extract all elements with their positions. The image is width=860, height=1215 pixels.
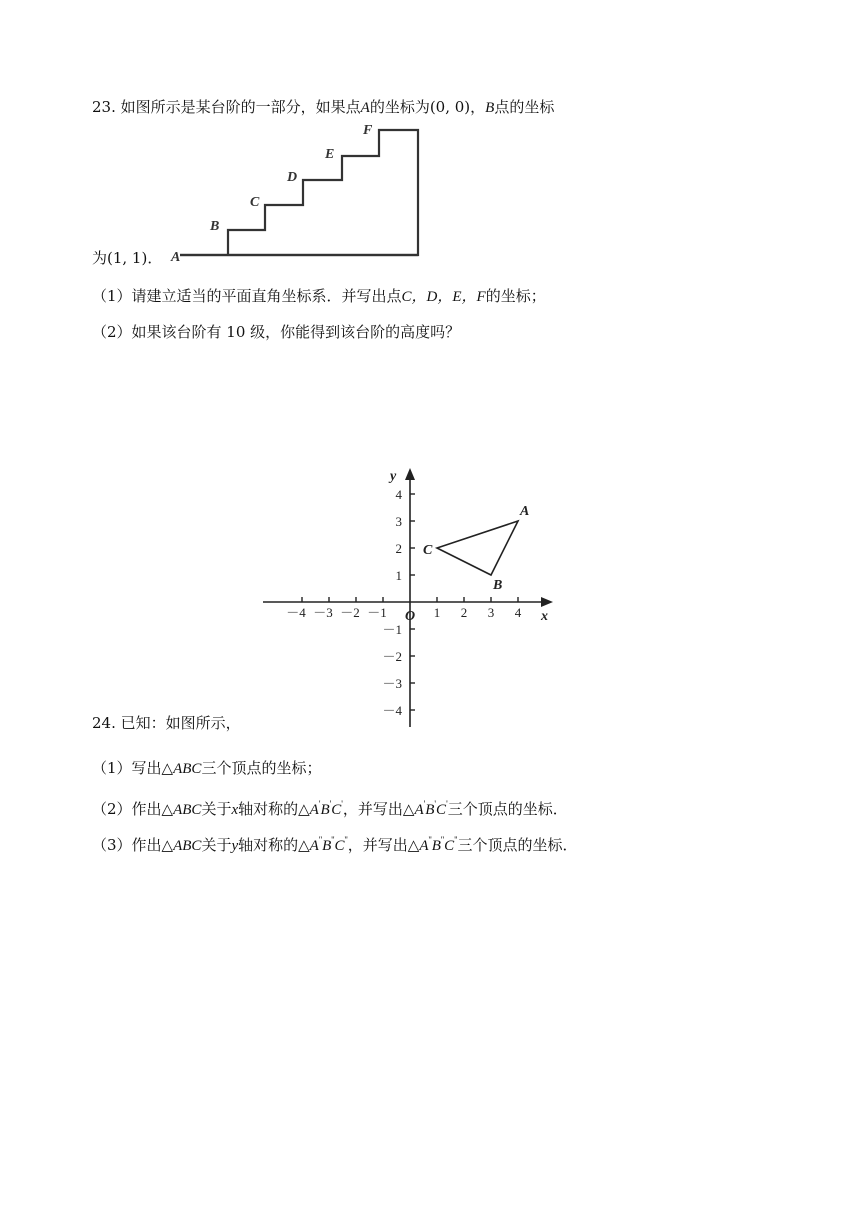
y-tick-label: －3 [382, 676, 402, 691]
y-tick-label: 2 [395, 541, 402, 556]
q24-p2-prime-tri: A'B'C' [309, 799, 343, 818]
stairs-outline [180, 130, 418, 255]
q24-p3-b: 关于 [201, 836, 232, 854]
q24-p2-a: （2）作出△ [92, 800, 174, 818]
q24-p2-e: 三个顶点的坐标． [447, 800, 568, 818]
q23-part2-text: （2）如果该台阶有 10 级，你能得到该台阶的高度吗？ [92, 323, 461, 341]
triangle-abc [437, 521, 518, 575]
q23-var-cdef: C，D，E，F [401, 289, 486, 305]
x-tick-label: 3 [487, 605, 495, 620]
x-tick-label: 4 [514, 605, 522, 620]
origin-label: O [405, 609, 416, 624]
q24-part3 [92, 830, 577, 856]
y-tick-label: －1 [382, 622, 402, 637]
x-axis-label: x [541, 609, 548, 624]
q24-p2-prime-tri2: A'B'C' [414, 799, 448, 818]
q23-text-d: 为(1, 1)． [92, 249, 163, 267]
x-tick-label: －2 [340, 605, 360, 620]
q23-text-a: 如图所示是某台阶的一部分，如果点 [120, 98, 361, 116]
q23-var-b: B [485, 100, 495, 116]
q24-p2-b: 关于 [201, 800, 232, 818]
coordinate-graph [255, 462, 565, 732]
q24-line1 [92, 713, 241, 733]
q23-number: 23. [92, 98, 116, 116]
x-tick-label: －3 [313, 605, 333, 620]
y-axis-arrow [405, 468, 415, 480]
y-tick-label: 3 [395, 514, 402, 529]
q24-p3-d: ，并写出△ [347, 836, 420, 854]
stairs-figure [165, 118, 435, 268]
q24-p1-a: （1）写出△ [92, 759, 174, 777]
stairs-label-e: E [325, 147, 335, 162]
y-axis-label: y [390, 469, 397, 484]
stairs-label-a: A [171, 250, 181, 265]
stairs-label-b: B [210, 219, 220, 234]
point-label-a: A [520, 504, 530, 519]
q24-p1-b: 三个顶点的坐标； [201, 759, 322, 777]
point-label-c: C [423, 543, 433, 558]
q24-p1-abc: ABC [173, 761, 202, 777]
x-tick-label: －4 [286, 605, 306, 620]
q23-part1 [92, 286, 546, 307]
x-axis-arrow [541, 597, 553, 607]
q23-part1-prefix: （1）请建立适当的平面直角坐标系．并写出点 [92, 287, 402, 305]
y-tick-label: －4 [382, 703, 402, 718]
x-tick-label: －1 [367, 605, 387, 620]
stairs-label-c: C [250, 195, 260, 210]
y-tick-label: 4 [395, 487, 402, 502]
q23-text-c: 点的坐标 [494, 98, 555, 116]
x-tick-label: 1 [433, 605, 441, 620]
q23-line1 [92, 97, 554, 118]
q24-part1 [92, 758, 321, 779]
q24-number: 24. [92, 714, 116, 732]
q24-p2-c: 轴对称的△ [238, 800, 310, 818]
q24-intro: 已知：如图所示， [120, 714, 241, 732]
stairs-label-d: D [287, 170, 298, 185]
q24-p2-abc: ABC [173, 802, 202, 818]
q24-p3-prime-tri: A''B''C'' [309, 835, 348, 854]
y-tick-label: －2 [382, 649, 402, 664]
q24-p3-c: 轴对称的△ [238, 836, 310, 854]
q23-var-a: A [360, 100, 370, 116]
q24-part2 [92, 794, 568, 820]
q24-p3-e: 三个顶点的坐标． [457, 836, 578, 854]
q24-p3-a: （3）作出△ [92, 836, 174, 854]
q23-line2 [92, 248, 162, 268]
q24-p2-d: ，并写出△ [342, 800, 415, 818]
q24-p3-y: y [231, 838, 239, 854]
y-tick-label: 1 [395, 568, 402, 583]
q24-p3-prime-tri2: A''B''C'' [419, 835, 458, 854]
q24-p3-abc: ABC [173, 838, 202, 854]
x-tick-label: 2 [460, 605, 468, 620]
q23-part1-suffix: 的坐标； [485, 287, 546, 305]
q23-text-b: 的坐标为(0, 0)， [369, 98, 486, 116]
point-label-b: B [493, 578, 503, 593]
q23-part2 [92, 322, 460, 342]
stairs-label-f: F [363, 123, 373, 138]
q24-p2-x: x [231, 802, 239, 818]
